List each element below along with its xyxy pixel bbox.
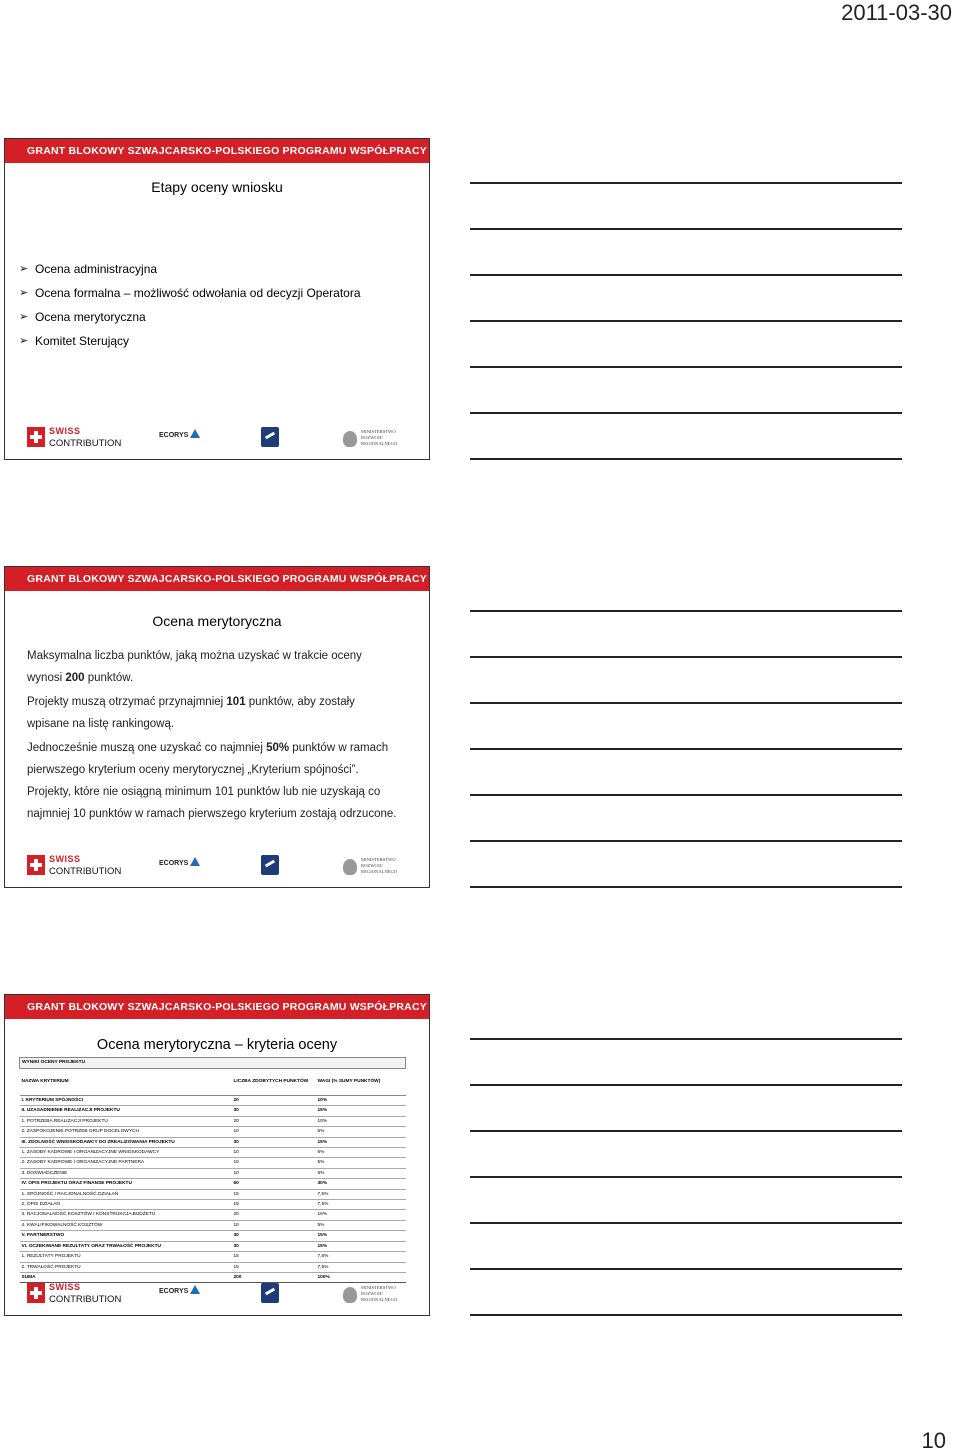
swiss-flag-icon (27, 855, 45, 875)
criterion-name: VI. OCZEKIWANE REZULTATY ORAZ TRWAŁOŚĆ PROJEKTU (20, 1241, 232, 1251)
arrow-bullet-icon: ➢ (19, 263, 29, 275)
note-line (470, 320, 902, 322)
list-item: ➢ Ocena merytoryczna (19, 305, 361, 329)
criterion-name: I. KRYTERIUM SPÓJNOŚCI (20, 1096, 232, 1106)
criterion-weight: 10% (316, 1116, 406, 1126)
slide-2 (4, 566, 430, 888)
criterion-weight: 5% (316, 1168, 406, 1178)
table-row (20, 1252, 406, 1262)
criterion-weight: 15% (316, 1241, 406, 1251)
criterion-points: 60 (232, 1179, 316, 1189)
criterion-name: 1. POTRZEBA REALIZACJI PROJEKTU (20, 1116, 232, 1126)
list-item: ➢ Ocena formalna – możliwość odwołania od decyzji Operatora (19, 281, 361, 305)
column-header: LICZBA ZDOBYTYCH PUNKTÓW (232, 1069, 316, 1096)
slide-1 (4, 138, 430, 460)
swiss-contribution-logo: SWISS CONTRIBUTION (27, 424, 117, 456)
ecorys-triangle-icon (190, 1285, 200, 1294)
note-line (470, 412, 902, 414)
swiss-contribution-logo: SWISS CONTRIBUTION (27, 1280, 117, 1312)
criterion-points: 10 (232, 1127, 316, 1137)
criterion-points: 10 (232, 1168, 316, 1178)
ecorys-triangle-icon (190, 857, 200, 866)
note-line (470, 1222, 902, 1224)
criterion-weight: 5% (316, 1127, 406, 1137)
bird-logo-icon (261, 427, 279, 447)
criterion-weight: 15% (316, 1106, 406, 1116)
criterion-weight: 7,5% (316, 1200, 406, 1210)
eagle-emblem-icon (343, 431, 357, 447)
criterion-name: II. UZASADNIENIE REALIZACJI PROJEKTU (20, 1106, 232, 1116)
ecorys-triangle-icon (190, 429, 200, 438)
table-row (20, 1262, 406, 1272)
criterion-weight: 7,5% (316, 1262, 406, 1272)
eagle-emblem-icon (343, 1287, 357, 1303)
note-line (470, 702, 902, 704)
criterion-name: 1. REZULTATY PROJEKTU (20, 1252, 232, 1262)
slide-banner: GRANT BLOKOWY SZWAJCARSKO-POLSKIEGO PROGRAMU WSPÓŁPRACY (5, 995, 429, 1019)
note-line (470, 274, 902, 276)
table-row (20, 1158, 406, 1168)
note-line (470, 182, 902, 184)
note-line (470, 840, 902, 842)
slide-title: Ocena merytoryczna (152, 613, 282, 629)
ministry-logo: MINISTERSTWO ROZWOJU REGIONALNEGO (343, 429, 413, 451)
column-header: NAZWA KRYTERIUM (20, 1069, 232, 1096)
criterion-weight: 15% (316, 1231, 406, 1241)
criterion-name: 3. DOŚWIADCZENIE (20, 1168, 232, 1178)
column-header: WAGI (% SUMY PUNKTÓW) (316, 1069, 406, 1096)
table-row (20, 1116, 406, 1126)
criterion-points: 30 (232, 1106, 316, 1116)
table-row (20, 1189, 406, 1199)
criterion-points: 10 (232, 1220, 316, 1230)
criterion-name: 1. SPÓJNOŚĆ I RACJONALNOŚĆ DZIAŁAŃ (20, 1189, 232, 1199)
slide-footer (5, 847, 429, 887)
note-line (470, 366, 902, 368)
table-row (20, 1137, 406, 1147)
criterion-weight: 7,5% (316, 1189, 406, 1199)
note-line (470, 610, 902, 612)
swiss-flag-icon (27, 1283, 45, 1303)
criterion-points: 15 (232, 1252, 316, 1262)
criterion-weight: 10% (316, 1096, 406, 1106)
criterion-points: 20 (232, 1210, 316, 1220)
slide-banner: GRANT BLOKOWY SZWAJCARSKO-POLSKIEGO PROGRAMU WSPÓŁPRACY (5, 139, 429, 163)
note-line (470, 1038, 902, 1040)
slide-banner: GRANT BLOKOWY SZWAJCARSKO-POLSKIEGO PROGRAMU WSPÓŁPRACY (5, 567, 429, 591)
note-line (470, 1084, 902, 1086)
criterion-weight: 5% (316, 1220, 406, 1230)
ministry-logo: MINISTERSTWO ROZWOJU REGIONALNEGO (343, 1285, 413, 1307)
table-row (20, 1096, 406, 1106)
table-row (20, 1241, 406, 1251)
bullet-list (19, 257, 361, 353)
note-line (470, 656, 902, 658)
note-line (470, 748, 902, 750)
criteria-table-wrap (19, 1057, 405, 1283)
table-row (20, 1148, 406, 1158)
ecorys-logo: ECORYS (159, 857, 200, 867)
note-line (470, 1314, 902, 1316)
criterion-weight: 7,5% (316, 1252, 406, 1262)
eagle-emblem-icon (343, 859, 357, 875)
table-row (20, 1168, 406, 1178)
criterion-name: III. ZDOLNOŚĆ WNIOSKODAWCY DO ZREALIZOWANIA PROJEKTU (20, 1137, 232, 1147)
criterion-points: 15 (232, 1262, 316, 1272)
criterion-weight: 5% (316, 1148, 406, 1158)
note-line (470, 228, 902, 230)
arrow-bullet-icon: ➢ (19, 287, 29, 299)
table-caption: WYNIKI OCENY PROJEKTU (20, 1058, 406, 1069)
paragraph-coherence: Jednocześnie muszą one uzyskać co najmniej 50% punktów w ramach pierwszego kryterium oceny merytorycznej „Kryterium spójności”. Projekty, które nie osiągną minimum 101 punktów lub nie uzyskają co najmniej 10 punktów w ramach pierwszego kryterium zostają odrzucone. (27, 742, 397, 820)
table-row (20, 1179, 406, 1189)
ministry-logo: MINISTERSTWO ROZWOJU REGIONALNEGO (343, 857, 413, 879)
date-label: 2011-03-30 (841, 0, 952, 25)
criterion-name: V. PARTNERSTWO (20, 1231, 232, 1241)
table-row (20, 1220, 406, 1230)
criterion-points: 15 (232, 1200, 316, 1210)
criterion-name: IV. OPIS PROJEKTU ORAZ FINANSE PROJEKTU (20, 1179, 232, 1189)
criterion-name: 2. OPIS DZIAŁAŃ (20, 1200, 232, 1210)
table-row (20, 1210, 406, 1220)
criterion-weight: 100% (316, 1272, 406, 1282)
criterion-name: 1. ZASOBY KADROWE I ORGANIZACYJNE WNIOSKODAWCY (20, 1148, 232, 1158)
ecorys-logo: ECORYS (159, 429, 200, 439)
criterion-weight: 15% (316, 1137, 406, 1147)
swiss-flag-icon (27, 427, 45, 447)
arrow-bullet-icon: ➢ (19, 311, 29, 323)
criterion-weight: 5% (316, 1158, 406, 1168)
criterion-points: 200 (232, 1272, 316, 1282)
criterion-name: 2. ZASPOKOJENIE POTRZEB GRUP DOCELOWYCH (20, 1127, 232, 1137)
list-item: ➢ Ocena administracyjna (19, 257, 361, 281)
criterion-points: 10 (232, 1158, 316, 1168)
note-line (470, 458, 902, 460)
criterion-points: 30 (232, 1137, 316, 1147)
list-item: ➢ Komitet Sterujący (19, 329, 361, 353)
bird-logo-icon (261, 855, 279, 875)
slide-3 (4, 994, 430, 1316)
criteria-table (19, 1057, 406, 1283)
table-row (20, 1231, 406, 1241)
criterion-name: 2. ZASOBY KADROWE I ORGANIZACYJNE PARTNERA (20, 1158, 232, 1168)
page-number: 10 (921, 1428, 946, 1453)
table-row (20, 1127, 406, 1137)
criterion-points: 10 (232, 1148, 316, 1158)
criterion-points: 30 (232, 1241, 316, 1251)
slide-footer (5, 1275, 429, 1315)
note-line (470, 1130, 902, 1132)
note-line (470, 794, 902, 796)
slide-title: Ocena merytoryczna – kryteria oceny (96, 1037, 338, 1053)
note-line (470, 1176, 902, 1178)
criterion-points: 20 (232, 1096, 316, 1106)
criterion-name: SUMA (20, 1272, 232, 1282)
criterion-name: 2. TRWAŁOŚĆ PROJEKTU (20, 1262, 232, 1272)
criterion-points: 15 (232, 1189, 316, 1199)
table-row (20, 1106, 406, 1116)
table-row (20, 1200, 406, 1210)
note-line (470, 1268, 902, 1270)
ecorys-logo: ECORYS (159, 1285, 200, 1295)
slide-title: Etapy oceny wniosku (151, 179, 283, 195)
paragraph-min-points: Projekty muszą otrzymać przynajmniej 101 punktów, aby zostały wpisane na listę rankingową. (27, 696, 355, 730)
arrow-bullet-icon: ➢ (19, 335, 29, 347)
criterion-points: 30 (232, 1231, 316, 1241)
criterion-weight: 30% (316, 1179, 406, 1189)
paragraph-max-points: Maksymalna liczba punktów, jaką można uzyskać w trakcie oceny wynosi 200 punktów. (27, 650, 362, 684)
criterion-name: 3. RACJONALNOŚĆ KOSZTÓW I KONSTRUKCJA BUDŻETU (20, 1210, 232, 1220)
bird-logo-icon (261, 1283, 279, 1303)
slide-footer (5, 419, 429, 459)
criterion-points: 20 (232, 1116, 316, 1126)
swiss-contribution-logo: SWISS CONTRIBUTION (27, 852, 117, 884)
note-line (470, 886, 902, 888)
criterion-weight: 10% (316, 1210, 406, 1220)
criterion-name: 4. KWALIFIKOWALNOŚĆ KOSZTÓW (20, 1220, 232, 1230)
